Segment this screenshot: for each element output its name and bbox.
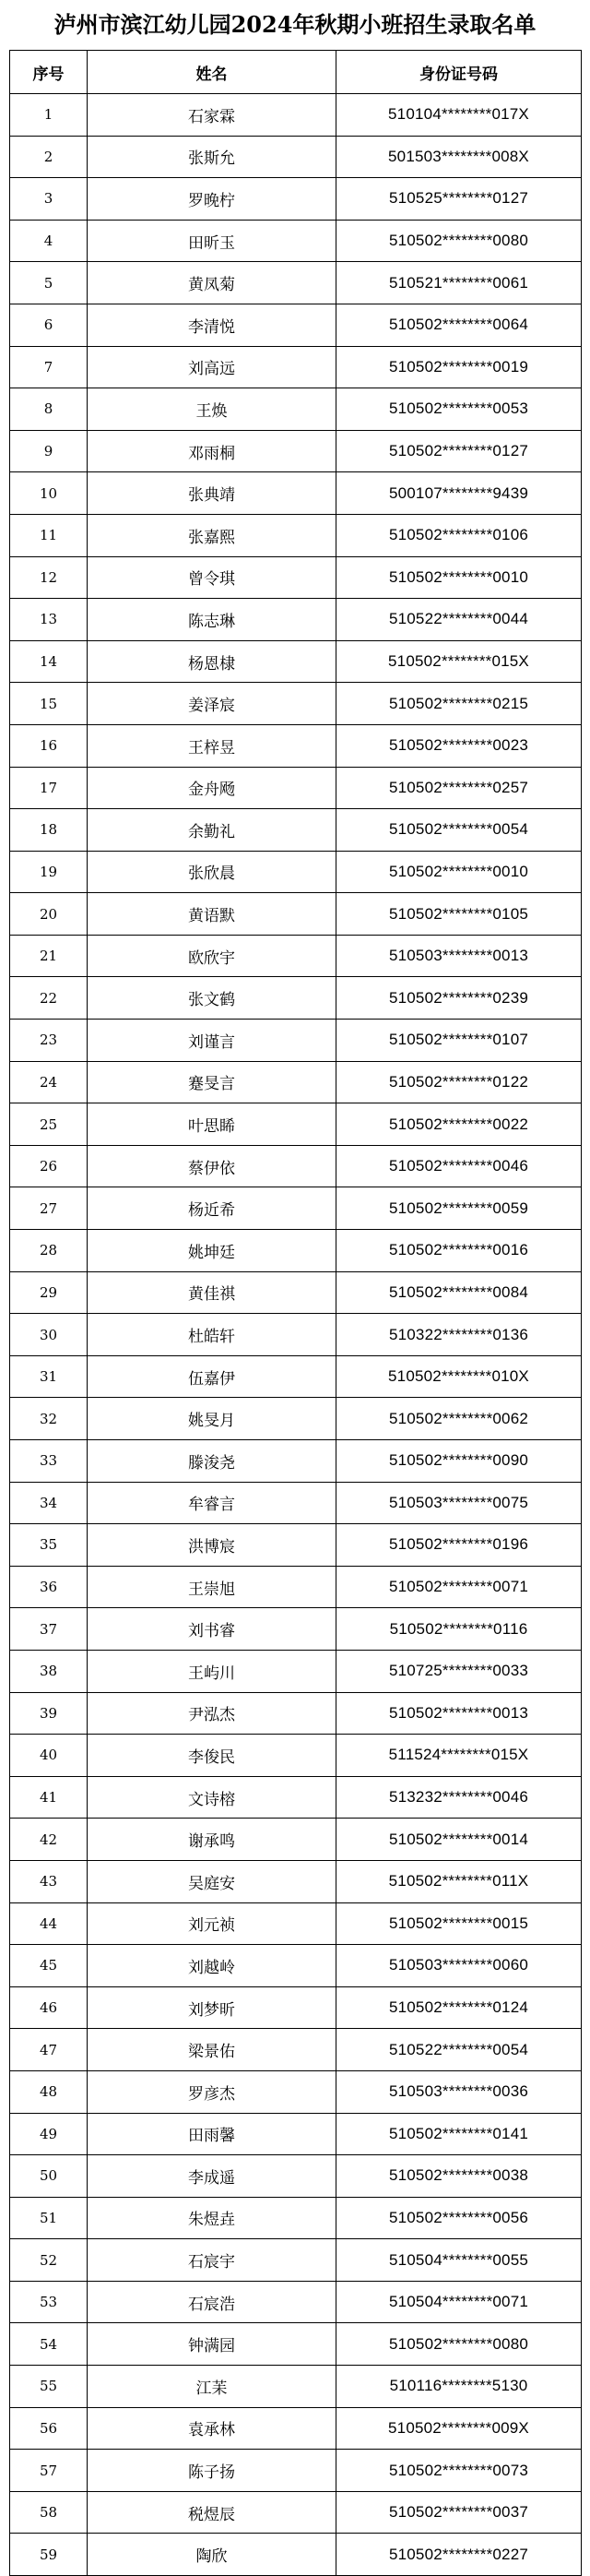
row-id-number: 510504********0071 bbox=[336, 2281, 582, 2323]
row-id-number: 510502********0056 bbox=[336, 2197, 582, 2239]
table-row bbox=[10, 1945, 582, 1987]
row-name: 刘高远 bbox=[88, 346, 336, 388]
row-name: 陈子扬 bbox=[88, 2450, 336, 2492]
table-row bbox=[10, 683, 582, 725]
row-name: 刘梦昕 bbox=[88, 1986, 336, 2029]
table-row bbox=[10, 1482, 582, 1524]
row-name: 姜泽宸 bbox=[88, 683, 336, 725]
row-seq: 4 bbox=[10, 220, 88, 262]
table-row bbox=[10, 1566, 582, 1608]
row-id-number: 510502********0014 bbox=[336, 1819, 582, 1861]
row-name: 王焕 bbox=[88, 388, 336, 431]
row-id-number: 510104********017X bbox=[336, 94, 582, 137]
table-row bbox=[10, 2113, 582, 2155]
row-id-number: 510502********0015 bbox=[336, 1902, 582, 1945]
table-row bbox=[10, 1608, 582, 1651]
table-row bbox=[10, 935, 582, 977]
row-name: 杨恩棣 bbox=[88, 640, 336, 683]
row-seq: 53 bbox=[10, 2281, 88, 2323]
table-row bbox=[10, 1230, 582, 1272]
row-name: 袁承林 bbox=[88, 2407, 336, 2450]
row-name: 石宸宇 bbox=[88, 2239, 336, 2282]
row-seq: 49 bbox=[10, 2113, 88, 2155]
row-id-number: 510502********0215 bbox=[336, 683, 582, 725]
row-name: 谢承鸣 bbox=[88, 1819, 336, 1861]
row-id-number: 510502********0064 bbox=[336, 304, 582, 346]
table-row bbox=[10, 2239, 582, 2282]
row-seq: 17 bbox=[10, 767, 88, 809]
row-id-number: 510503********0060 bbox=[336, 1945, 582, 1987]
row-name: 张斯允 bbox=[88, 136, 336, 178]
row-name: 滕浚尧 bbox=[88, 1440, 336, 1483]
row-name: 叶思睎 bbox=[88, 1103, 336, 1146]
table-row bbox=[10, 1398, 582, 1440]
row-seq: 41 bbox=[10, 1776, 88, 1819]
row-seq: 14 bbox=[10, 640, 88, 683]
row-name: 李清悦 bbox=[88, 304, 336, 346]
row-id-number: 510502********0105 bbox=[336, 893, 582, 936]
row-name: 罗彦杰 bbox=[88, 2070, 336, 2113]
table-row bbox=[10, 1692, 582, 1735]
row-id-number: 510522********0054 bbox=[336, 2029, 582, 2071]
row-name: 张欣晨 bbox=[88, 851, 336, 893]
row-name: 蔡伊依 bbox=[88, 1145, 336, 1187]
table-row bbox=[10, 893, 582, 936]
table-row bbox=[10, 136, 582, 178]
table-row bbox=[10, 2450, 582, 2492]
row-seq: 32 bbox=[10, 1398, 88, 1440]
row-id-number: 510525********0127 bbox=[336, 178, 582, 221]
row-seq: 37 bbox=[10, 1608, 88, 1651]
row-seq: 42 bbox=[10, 1819, 88, 1861]
row-name: 黄语默 bbox=[88, 893, 336, 936]
row-name: 欧欣宇 bbox=[88, 935, 336, 977]
table-row bbox=[10, 1103, 582, 1146]
table-row bbox=[10, 1440, 582, 1483]
row-name: 刘谨言 bbox=[88, 1020, 336, 1062]
row-id-number: 510502********0023 bbox=[336, 724, 582, 767]
row-id-number: 511524********015X bbox=[336, 1735, 582, 1777]
table-row bbox=[10, 430, 582, 472]
row-id-number: 510502********0124 bbox=[336, 1986, 582, 2029]
row-name: 江苿 bbox=[88, 2366, 336, 2408]
row-id-number: 510502********0127 bbox=[336, 430, 582, 472]
table-row bbox=[10, 1271, 582, 1314]
row-name: 余勤礼 bbox=[88, 809, 336, 852]
row-id-number: 510502********0016 bbox=[336, 1230, 582, 1272]
row-seq: 5 bbox=[10, 262, 88, 304]
row-name: 黄佳祺 bbox=[88, 1271, 336, 1314]
table-row bbox=[10, 2029, 582, 2071]
table-row bbox=[10, 640, 582, 683]
row-id-number: 510502********0227 bbox=[336, 2534, 582, 2576]
row-id-number: 510521********0061 bbox=[336, 262, 582, 304]
row-id-number: 510502********0196 bbox=[336, 1524, 582, 1567]
table-row bbox=[10, 1187, 582, 1230]
table-body bbox=[10, 94, 582, 2576]
table-row bbox=[10, 1776, 582, 1819]
table-row bbox=[10, 767, 582, 809]
header-row bbox=[10, 51, 582, 94]
row-name: 田雨馨 bbox=[88, 2113, 336, 2155]
table-row bbox=[10, 514, 582, 556]
row-name: 金舟飏 bbox=[88, 767, 336, 809]
row-name: 杨近希 bbox=[88, 1187, 336, 1230]
row-id-number: 510502********0038 bbox=[336, 2155, 582, 2198]
table-row bbox=[10, 1020, 582, 1062]
row-name: 杜皓轩 bbox=[88, 1314, 336, 1356]
row-id-number: 510522********0044 bbox=[336, 599, 582, 641]
table-row bbox=[10, 1860, 582, 1902]
row-name: 牟睿言 bbox=[88, 1482, 336, 1524]
row-seq: 24 bbox=[10, 1061, 88, 1103]
row-id-number: 510502********0054 bbox=[336, 809, 582, 852]
row-seq: 3 bbox=[10, 178, 88, 221]
row-name: 吴庭安 bbox=[88, 1860, 336, 1902]
row-name: 李俊民 bbox=[88, 1735, 336, 1777]
table-row bbox=[10, 1650, 582, 1692]
row-name: 文诗榕 bbox=[88, 1776, 336, 1819]
row-seq: 36 bbox=[10, 1566, 88, 1608]
row-id-number: 510502********009X bbox=[336, 2407, 582, 2450]
row-seq: 56 bbox=[10, 2407, 88, 2450]
row-seq: 29 bbox=[10, 1271, 88, 1314]
row-seq: 16 bbox=[10, 724, 88, 767]
row-seq: 7 bbox=[10, 346, 88, 388]
table-row bbox=[10, 1355, 582, 1398]
table-row bbox=[10, 1735, 582, 1777]
row-seq: 27 bbox=[10, 1187, 88, 1230]
row-id-number: 510502********0046 bbox=[336, 1145, 582, 1187]
row-seq: 15 bbox=[10, 683, 88, 725]
row-id-number: 510502********0019 bbox=[336, 346, 582, 388]
row-seq: 30 bbox=[10, 1314, 88, 1356]
header-id: 身份证号码 bbox=[336, 51, 582, 94]
row-seq: 38 bbox=[10, 1650, 88, 1692]
row-id-number: 510503********0075 bbox=[336, 1482, 582, 1524]
row-id-number: 510502********0022 bbox=[336, 1103, 582, 1146]
table-row bbox=[10, 220, 582, 262]
table-row bbox=[10, 262, 582, 304]
table-row bbox=[10, 2491, 582, 2534]
table-row bbox=[10, 1524, 582, 1567]
row-name: 钟满园 bbox=[88, 2323, 336, 2366]
table-row bbox=[10, 388, 582, 431]
row-seq: 12 bbox=[10, 556, 88, 599]
header-seq: 序号 bbox=[10, 51, 88, 94]
row-seq: 35 bbox=[10, 1524, 88, 1567]
table-row bbox=[10, 346, 582, 388]
table-row bbox=[10, 724, 582, 767]
row-seq: 28 bbox=[10, 1230, 88, 1272]
table-row bbox=[10, 2281, 582, 2323]
row-seq: 46 bbox=[10, 1986, 88, 2029]
row-name: 陈志琳 bbox=[88, 599, 336, 641]
row-seq: 47 bbox=[10, 2029, 88, 2071]
row-name: 蹇旻言 bbox=[88, 1061, 336, 1103]
row-id-number: 510502********0090 bbox=[336, 1440, 582, 1483]
row-seq: 54 bbox=[10, 2323, 88, 2366]
table-row bbox=[10, 851, 582, 893]
row-name: 邓雨桐 bbox=[88, 430, 336, 472]
row-id-number: 510502********0037 bbox=[336, 2491, 582, 2534]
table-row bbox=[10, 2534, 582, 2576]
table-row bbox=[10, 304, 582, 346]
row-id-number: 510504********0055 bbox=[336, 2239, 582, 2282]
row-id-number: 510322********0136 bbox=[336, 1314, 582, 1356]
row-id-number: 510502********0080 bbox=[336, 2323, 582, 2366]
row-seq: 26 bbox=[10, 1145, 88, 1187]
row-id-number: 510502********0239 bbox=[336, 977, 582, 1020]
table-row bbox=[10, 2155, 582, 2198]
row-name: 朱煜垚 bbox=[88, 2197, 336, 2239]
row-name: 石家霖 bbox=[88, 94, 336, 137]
row-name: 梁景佑 bbox=[88, 2029, 336, 2071]
row-id-number: 510502********0257 bbox=[336, 767, 582, 809]
row-seq: 13 bbox=[10, 599, 88, 641]
row-id-number: 510502********0010 bbox=[336, 851, 582, 893]
row-id-number: 510502********011X bbox=[336, 1860, 582, 1902]
row-seq: 39 bbox=[10, 1692, 88, 1735]
row-name: 曾令琪 bbox=[88, 556, 336, 599]
table-row bbox=[10, 2366, 582, 2408]
table-row bbox=[10, 94, 582, 137]
table-row bbox=[10, 809, 582, 852]
row-seq: 9 bbox=[10, 430, 88, 472]
row-seq: 20 bbox=[10, 893, 88, 936]
row-seq: 40 bbox=[10, 1735, 88, 1777]
row-id-number: 510502********0107 bbox=[336, 1020, 582, 1062]
row-name: 伍嘉伊 bbox=[88, 1355, 336, 1398]
row-name: 洪博宸 bbox=[88, 1524, 336, 1567]
table-row bbox=[10, 1986, 582, 2029]
table-row bbox=[10, 1819, 582, 1861]
table-row bbox=[10, 1061, 582, 1103]
row-seq: 58 bbox=[10, 2491, 88, 2534]
row-seq: 50 bbox=[10, 2155, 88, 2198]
row-name: 刘越岭 bbox=[88, 1945, 336, 1987]
row-seq: 1 bbox=[10, 94, 88, 137]
row-id-number: 510502********0106 bbox=[336, 514, 582, 556]
row-id-number: 510503********0013 bbox=[336, 935, 582, 977]
row-id-number: 510502********0080 bbox=[336, 220, 582, 262]
row-id-number: 510725********0033 bbox=[336, 1650, 582, 1692]
row-id-number: 510116********5130 bbox=[336, 2366, 582, 2408]
row-seq: 57 bbox=[10, 2450, 88, 2492]
row-name: 罗晚柠 bbox=[88, 178, 336, 221]
row-name: 姚旻月 bbox=[88, 1398, 336, 1440]
row-seq: 2 bbox=[10, 136, 88, 178]
row-seq: 22 bbox=[10, 977, 88, 1020]
row-id-number: 510502********0122 bbox=[336, 1061, 582, 1103]
row-name: 刘书睿 bbox=[88, 1608, 336, 1651]
row-seq: 19 bbox=[10, 851, 88, 893]
row-seq: 10 bbox=[10, 472, 88, 515]
row-name: 王梓昱 bbox=[88, 724, 336, 767]
enrollment-table bbox=[9, 50, 582, 2576]
row-seq: 11 bbox=[10, 514, 88, 556]
row-name: 张嘉熙 bbox=[88, 514, 336, 556]
row-seq: 8 bbox=[10, 388, 88, 431]
row-name: 刘元祯 bbox=[88, 1902, 336, 1945]
row-name: 陶欣 bbox=[88, 2534, 336, 2576]
table-row bbox=[10, 2070, 582, 2113]
row-seq: 21 bbox=[10, 935, 88, 977]
table-row bbox=[10, 2407, 582, 2450]
row-id-number: 501503********008X bbox=[336, 136, 582, 178]
row-id-number: 510502********0053 bbox=[336, 388, 582, 431]
row-seq: 6 bbox=[10, 304, 88, 346]
row-id-number: 510502********0013 bbox=[336, 1692, 582, 1735]
row-seq: 34 bbox=[10, 1482, 88, 1524]
row-name: 税煜辰 bbox=[88, 2491, 336, 2534]
row-name: 王屿川 bbox=[88, 1650, 336, 1692]
table-row bbox=[10, 1145, 582, 1187]
row-seq: 31 bbox=[10, 1355, 88, 1398]
row-seq: 59 bbox=[10, 2534, 88, 2576]
row-id-number: 500107********9439 bbox=[336, 472, 582, 515]
row-seq: 48 bbox=[10, 2070, 88, 2113]
row-id-number: 510502********0084 bbox=[336, 1271, 582, 1314]
row-id-number: 510502********010X bbox=[336, 1355, 582, 1398]
table-row bbox=[10, 599, 582, 641]
document-title: 泸州市滨江幼儿园2024年秋期小班招生录取名单 bbox=[53, 11, 537, 38]
row-id-number: 510502********0062 bbox=[336, 1398, 582, 1440]
row-id-number: 510502********0116 bbox=[336, 1608, 582, 1651]
row-seq: 52 bbox=[10, 2239, 88, 2282]
row-name: 李成遥 bbox=[88, 2155, 336, 2198]
table-row bbox=[10, 977, 582, 1020]
row-id-number: 510502********0059 bbox=[336, 1187, 582, 1230]
row-seq: 23 bbox=[10, 1020, 88, 1062]
table-row bbox=[10, 2197, 582, 2239]
row-seq: 51 bbox=[10, 2197, 88, 2239]
row-name: 姚坤廷 bbox=[88, 1230, 336, 1272]
row-name: 张典靖 bbox=[88, 472, 336, 515]
row-seq: 55 bbox=[10, 2366, 88, 2408]
row-seq: 43 bbox=[10, 1860, 88, 1902]
row-seq: 44 bbox=[10, 1902, 88, 1945]
table-row bbox=[10, 1314, 582, 1356]
row-name: 石宸浩 bbox=[88, 2281, 336, 2323]
row-seq: 33 bbox=[10, 1440, 88, 1483]
row-id-number: 510502********015X bbox=[336, 640, 582, 683]
row-name: 张文鹤 bbox=[88, 977, 336, 1020]
row-name: 尹泓杰 bbox=[88, 1692, 336, 1735]
row-name: 黄凤菊 bbox=[88, 262, 336, 304]
row-id-number: 510502********0073 bbox=[336, 2450, 582, 2492]
table-row bbox=[10, 2323, 582, 2366]
row-id-number: 510502********0071 bbox=[336, 1566, 582, 1608]
table-header bbox=[10, 51, 582, 94]
row-seq: 45 bbox=[10, 1945, 88, 1987]
row-seq: 18 bbox=[10, 809, 88, 852]
row-id-number: 510502********0010 bbox=[336, 556, 582, 599]
row-seq: 25 bbox=[10, 1103, 88, 1146]
row-id-number: 513232********0046 bbox=[336, 1776, 582, 1819]
row-name: 王崇旭 bbox=[88, 1566, 336, 1608]
row-id-number: 510502********0141 bbox=[336, 2113, 582, 2155]
row-name: 田昕玉 bbox=[88, 220, 336, 262]
table-row bbox=[10, 178, 582, 221]
table-row bbox=[10, 556, 582, 599]
row-id-number: 510503********0036 bbox=[336, 2070, 582, 2113]
header-name: 姓名 bbox=[88, 51, 336, 94]
table-row bbox=[10, 1902, 582, 1945]
table-row bbox=[10, 472, 582, 515]
